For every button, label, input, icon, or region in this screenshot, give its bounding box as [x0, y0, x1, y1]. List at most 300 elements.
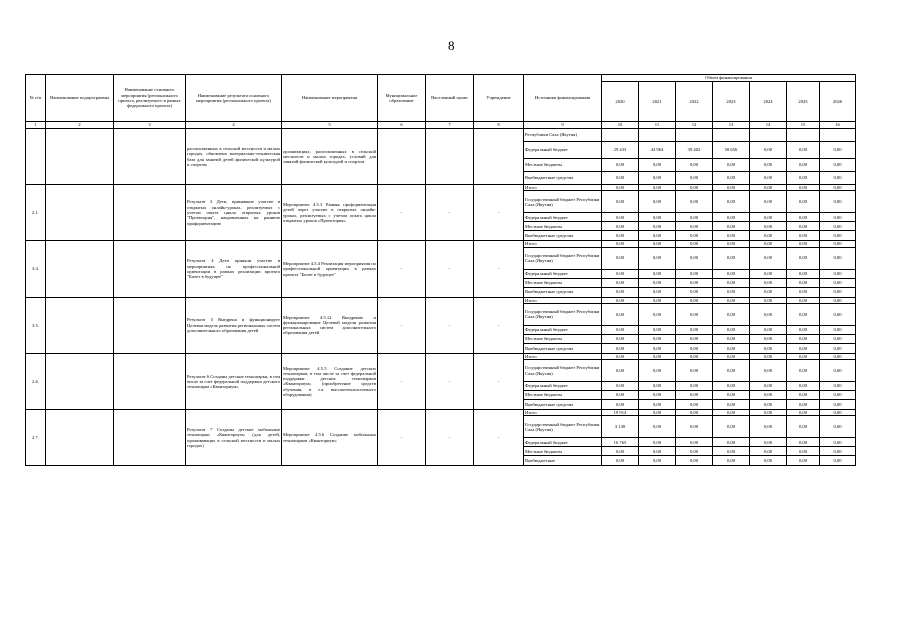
amount-cell: 0,00	[820, 391, 856, 400]
amount-cell: 0,00	[713, 297, 750, 303]
institution-cell: -	[474, 410, 524, 466]
header-year: 2023	[713, 82, 750, 122]
amount-cell: 0,00	[602, 287, 639, 297]
amount-cell: 0,00	[602, 213, 639, 222]
amount-cell: 0,00	[820, 447, 856, 456]
amount-cell: 0,00	[676, 269, 713, 278]
column-number: 12	[676, 122, 713, 129]
source-label: Федеральный бюджет	[524, 438, 602, 447]
amount-cell: 0,00	[750, 172, 787, 185]
amount-cell: 0,00	[713, 334, 750, 343]
amount-cell: 0,00	[787, 297, 820, 303]
amount-cell: 0,00	[787, 391, 820, 400]
amount-cell: 0,00	[787, 278, 820, 287]
column-number: 1	[26, 122, 46, 129]
amount-cell: 0,00	[787, 438, 820, 447]
amount-cell: 0,00	[676, 391, 713, 400]
amount-cell: 0,00	[602, 382, 639, 391]
settlement-cell: -	[426, 297, 474, 353]
event-cell	[114, 129, 186, 185]
amount-cell: 0,00	[820, 172, 856, 185]
amount-cell: 0,00	[676, 410, 713, 416]
amount-cell: 0,00	[639, 269, 676, 278]
amount-cell: 0,00	[676, 353, 713, 359]
table-row	[26, 241, 856, 247]
amount-cell: 0,00	[787, 142, 820, 159]
amount-cell: 0,00	[602, 334, 639, 343]
amount-cell: 0,00	[676, 297, 713, 303]
source-label: Федеральный бюджет	[524, 325, 602, 334]
amount-cell: 0,00	[639, 222, 676, 231]
header-year: 2021	[639, 82, 676, 122]
amount-cell: 0,00	[676, 303, 713, 325]
municipality-cell: -	[378, 410, 426, 466]
result-text: Результат 3 Дети, принявшие участие в открытых онлайн-уроках, реализуемых с учетом опыта цикла открытых уроков "Проектория", направленных на раннюю профориентацию	[186, 185, 282, 241]
amount-cell: 0,00	[676, 438, 713, 447]
table-body	[26, 75, 856, 466]
header-institution: Учреждение	[474, 75, 524, 122]
header-event: Наименование основного мероприятия (регионального проекта, реализуемого в рамках федерального проекта)	[114, 75, 186, 122]
amount-cell: 0,00	[676, 325, 713, 334]
amount-cell: 0,00	[820, 247, 856, 269]
amount-cell: 0,00	[713, 241, 750, 247]
event-cell	[114, 410, 186, 466]
amount-cell: 0,00	[820, 297, 856, 303]
amount-cell: 0,00	[820, 278, 856, 287]
amount-cell: 0,00	[750, 334, 787, 343]
amount-cell: 0,00	[787, 416, 820, 438]
amount-cell: 39 402	[676, 142, 713, 159]
amount-cell: 0,00	[713, 391, 750, 400]
amount-cell: 0,00	[713, 191, 750, 213]
header-activity: Наименование мероприятия	[282, 75, 378, 122]
amount-cell: 0,00	[639, 391, 676, 400]
column-number: 7	[426, 122, 474, 129]
amount-cell: 0,00	[787, 400, 820, 410]
amount-cell: 0,00	[602, 360, 639, 382]
municipality-cell: -	[378, 241, 426, 297]
source-label: Государственный бюджет Республики Саха (Якутия)	[524, 303, 602, 325]
amount-cell: 0,00	[602, 185, 639, 191]
amount-cell: 0,00	[639, 213, 676, 222]
amount-cell	[602, 129, 639, 142]
amount-cell: 0,00	[676, 334, 713, 343]
column-number: 5	[282, 122, 378, 129]
result-text: Результат 6 Созданы детские технопарки, в том числе за счет федеральной поддержки детского технопарка «Кванториум»	[186, 353, 282, 409]
amount-cell: 0,00	[676, 213, 713, 222]
header-result: Наименование результата основного мероприятия (регионального проекта)	[186, 75, 282, 122]
amount-cell: 0,00	[602, 343, 639, 353]
source-label: Федеральный бюджет	[524, 269, 602, 278]
amount-cell: 0,00	[750, 287, 787, 297]
activity-text: Мероприятие 4.5.12 Внедрение и функционирование Целевой модели развития региональных систем дополнительного образования детей	[282, 297, 378, 353]
amount-cell: 0,00	[787, 447, 820, 456]
amount-cell: 0,00	[639, 410, 676, 416]
institution-cell: -	[474, 297, 524, 353]
amount-cell: 0,00	[820, 410, 856, 416]
settlement-cell: -	[426, 185, 474, 241]
activity-text: Мероприятие 4.5.6 Создание мобильных технопарков «Кванториум»	[282, 410, 378, 466]
amount-cell: 0,00	[787, 334, 820, 343]
amount-cell	[713, 129, 750, 142]
settlement-cell: -	[426, 353, 474, 409]
amount-cell: 0,00	[820, 142, 856, 159]
amount-cell: 0,00	[750, 278, 787, 287]
amount-cell: 0,00	[787, 247, 820, 269]
source-label: Внебюджетные средства	[524, 231, 602, 241]
institution-cell: -	[474, 353, 524, 409]
amount-cell: 0,00	[639, 360, 676, 382]
amount-cell: 0,00	[713, 447, 750, 456]
amount-cell: 0,00	[676, 343, 713, 353]
amount-cell: 0,00	[750, 325, 787, 334]
amount-cell: 0,00	[639, 185, 676, 191]
amount-cell: 0,00	[676, 185, 713, 191]
amount-cell: 0,00	[787, 159, 820, 172]
amount-cell: 0,00	[713, 303, 750, 325]
amount-cell: 0,00	[676, 447, 713, 456]
header-num: № п/п	[26, 75, 46, 122]
amount-cell: 0,00	[787, 303, 820, 325]
result-text: расположенных в сельской местности и малых городах, обновлена материально-техническая база для занятий детей физической культурой и спортом	[186, 129, 282, 185]
amount-cell: 0,00	[639, 159, 676, 172]
amount-cell: 0,00	[820, 400, 856, 410]
subprogram-cell	[46, 241, 114, 297]
amount-cell: 0,00	[750, 191, 787, 213]
source-label: Итого	[524, 410, 602, 416]
settlement-cell	[426, 129, 474, 185]
amount-cell: 0,00	[820, 241, 856, 247]
amount-cell: 0,00	[676, 416, 713, 438]
source-label: Внебюджетные средства	[524, 172, 602, 185]
amount-cell: 0,00	[750, 185, 787, 191]
amount-cell: 44 964	[639, 142, 676, 159]
amount-cell: 0,00	[676, 247, 713, 269]
column-number: 3	[114, 122, 186, 129]
activity-text: организациях, расположенных в сельской местности и малых городах, условий для занятий физической культурой и спортом	[282, 129, 378, 185]
amount-cell: 58 656	[713, 142, 750, 159]
result-text: Результат 7 Созданы детские мобильные технопарки «Кванториум» (для детей, проживающих в сельской местности и малых городах)	[186, 410, 282, 466]
amount-cell: 0,00	[750, 241, 787, 247]
amount-cell: 0,00	[820, 325, 856, 334]
amount-cell: 0,00	[787, 191, 820, 213]
amount-cell: 0,00	[787, 343, 820, 353]
amount-cell: 0,00	[639, 456, 676, 466]
amount-cell: 0,00	[602, 391, 639, 400]
header-municipality: Муниципальное образование	[378, 75, 426, 122]
amount-cell: 0,00	[713, 159, 750, 172]
source-label: Внебюджетные	[524, 456, 602, 466]
row-number: 3.5.	[26, 297, 46, 353]
amount-cell: 0,00	[787, 213, 820, 222]
amount-cell: 0,00	[787, 353, 820, 359]
event-cell	[114, 241, 186, 297]
amount-cell: 0,00	[602, 222, 639, 231]
amount-cell: 0,00	[602, 241, 639, 247]
amount-cell: 0,00	[820, 185, 856, 191]
amount-cell: 0,00	[676, 400, 713, 410]
amount-cell: 0,00	[676, 172, 713, 185]
amount-cell: 0,00	[639, 343, 676, 353]
amount-cell: 0,00	[713, 360, 750, 382]
amount-cell: 0,00	[787, 172, 820, 185]
amount-cell: 0,00	[639, 278, 676, 287]
header-year: 2025	[787, 82, 820, 122]
amount-cell: 0,00	[713, 382, 750, 391]
amount-cell: 0,00	[602, 159, 639, 172]
source-label: Внебюджетные средства	[524, 400, 602, 410]
amount-cell: 0,00	[602, 191, 639, 213]
amount-cell: 0,00	[639, 303, 676, 325]
source-label: Республики Саха (Якутия)	[524, 129, 602, 142]
table-row	[26, 297, 856, 303]
amount-cell: 0,00	[750, 247, 787, 269]
source-label: Итого	[524, 297, 602, 303]
table-row	[26, 185, 856, 191]
amount-cell: 0,00	[676, 241, 713, 247]
amount-cell: 0,00	[602, 278, 639, 287]
amount-cell: 0,00	[787, 325, 820, 334]
amount-cell: 0,00	[820, 353, 856, 359]
amount-cell: 0,00	[750, 297, 787, 303]
source-label: Местные бюджеты	[524, 278, 602, 287]
amount-cell: 0,00	[639, 447, 676, 456]
amount-cell: 0,00	[639, 241, 676, 247]
amount-cell: 0,00	[639, 287, 676, 297]
amount-cell: 0,00	[676, 360, 713, 382]
amount-cell: 3 149	[602, 416, 639, 438]
amount-cell: 0,00	[787, 410, 820, 416]
amount-cell: 0,00	[713, 172, 750, 185]
amount-cell: 0,00	[820, 231, 856, 241]
subprogram-cell	[46, 297, 114, 353]
amount-cell: 0,00	[787, 269, 820, 278]
amount-cell: 0,00	[820, 382, 856, 391]
amount-cell: 0,00	[787, 360, 820, 382]
amount-cell: 0,00	[750, 456, 787, 466]
event-cell	[114, 297, 186, 353]
amount-cell: 0,00	[820, 456, 856, 466]
amount-cell	[820, 129, 856, 142]
header-year: 2026	[820, 82, 856, 122]
amount-cell: 0,00	[713, 222, 750, 231]
amount-cell: 0,00	[713, 247, 750, 269]
source-label: Федеральный бюджет	[524, 382, 602, 391]
amount-cell: 0,00	[713, 353, 750, 359]
amount-cell: 0,00	[713, 456, 750, 466]
amount-cell: 0,00	[820, 159, 856, 172]
source-label: Федеральный бюджет	[524, 142, 602, 159]
header-settlement: Населенный пункт	[426, 75, 474, 122]
amount-cell: 0,00	[750, 231, 787, 241]
event-cell	[114, 353, 186, 409]
amount-cell: 0,00	[713, 416, 750, 438]
municipality-cell: -	[378, 297, 426, 353]
amount-cell: 0,00	[713, 185, 750, 191]
column-number: 9	[524, 122, 602, 129]
amount-cell	[639, 129, 676, 142]
amount-cell: 0,00	[750, 360, 787, 382]
amount-cell: 0,00	[713, 410, 750, 416]
column-number: 16	[820, 122, 856, 129]
institution-cell: -	[474, 241, 524, 297]
institution-cell	[474, 129, 524, 185]
settlement-cell: -	[426, 241, 474, 297]
header-sources: Источники финансирования	[524, 75, 602, 122]
result-text: Результат 4 Дети приняли участие в мероприятиях по профессиональной ориентации в рамках реализации проекта "Билет в будущее"	[186, 241, 282, 297]
amount-cell: 0,00	[713, 343, 750, 353]
source-label: Внебюджетные средства	[524, 287, 602, 297]
table-row	[26, 129, 856, 142]
amount-cell: 0,00	[750, 382, 787, 391]
row-number: 2.1.	[26, 185, 46, 241]
amount-cell: 0,00	[820, 360, 856, 382]
amount-cell: 0,00	[602, 297, 639, 303]
amount-cell: 0,00	[639, 353, 676, 359]
amount-cell: 0,00	[602, 447, 639, 456]
amount-cell: 0,00	[820, 287, 856, 297]
row-number: 2.6.	[26, 353, 46, 409]
amount-cell: 0,00	[639, 297, 676, 303]
amount-cell: 0,00	[820, 303, 856, 325]
column-number: 10	[602, 122, 639, 129]
amount-cell: 0,00	[639, 438, 676, 447]
amount-cell: 0,00	[750, 303, 787, 325]
municipality-cell: -	[378, 185, 426, 241]
header-subprogram: Наименование подпрограммы	[46, 75, 114, 122]
amount-cell: 0,00	[639, 247, 676, 269]
amount-cell: 0,00	[676, 159, 713, 172]
amount-cell: 0,00	[639, 400, 676, 410]
amount-cell: 0,00	[676, 231, 713, 241]
amount-cell: 0,00	[676, 456, 713, 466]
amount-cell: 0,00	[602, 400, 639, 410]
amount-cell: 0,00	[713, 287, 750, 297]
amount-cell: 0,00	[787, 222, 820, 231]
header-year: 2022	[676, 82, 713, 122]
amount-cell: 0,00	[750, 410, 787, 416]
amount-cell: 0,00	[713, 231, 750, 241]
page-number: 8	[448, 38, 455, 53]
source-label: Федеральный бюджет	[524, 213, 602, 222]
amount-cell: 0,00	[787, 241, 820, 247]
row-number	[26, 129, 46, 185]
result-text: Результат 5 Внедрена и функционирует Целевая модель развития региональных систем дополнительного образования детей	[186, 297, 282, 353]
amount-cell: 0,00	[750, 438, 787, 447]
municipality-cell	[378, 129, 426, 185]
amount-cell: 16 765	[602, 438, 639, 447]
amount-cell: 0,00	[750, 269, 787, 278]
amount-cell: 0,00	[787, 287, 820, 297]
column-number: 2	[46, 122, 114, 129]
amount-cell: 0,00	[820, 438, 856, 447]
amount-cell: 0,00	[750, 142, 787, 159]
header-year: 2020	[602, 82, 639, 122]
amount-cell: 0,00	[639, 172, 676, 185]
source-label: Государственный бюджет Республики Саха (Якутия)	[524, 360, 602, 382]
column-number-row	[26, 122, 856, 129]
amount-cell: 29 433	[602, 142, 639, 159]
header-year: 2024	[750, 82, 787, 122]
subprogram-cell	[46, 129, 114, 185]
source-label: Местные бюджеты	[524, 334, 602, 343]
activity-text: Мероприятие 4.5.3 Ранняя профориентация детей через участие в открытых онлайн-уроках, реализуемых с учетом опыта цикла открытых уроков «Проектория»	[282, 185, 378, 241]
amount-cell: 0,00	[750, 400, 787, 410]
amount-cell: 0,00	[750, 416, 787, 438]
amount-cell: 0,00	[750, 159, 787, 172]
amount-cell: 0,00	[820, 213, 856, 222]
amount-cell: 0,00	[602, 456, 639, 466]
amount-cell: 0,00	[713, 278, 750, 287]
amount-cell: 0,00	[602, 247, 639, 269]
activity-text: Мероприятие 4.5.4 Реализация мероприятия по профессиональной ориентации в рамках проекта "Билет в будущее"	[282, 241, 378, 297]
amount-cell: 0,00	[820, 416, 856, 438]
source-label: Местные бюджеты	[524, 391, 602, 400]
source-label: Итого	[524, 185, 602, 191]
table-row	[26, 353, 856, 359]
amount-cell: 0,00	[750, 391, 787, 400]
amount-cell: 0,00	[787, 456, 820, 466]
amount-cell: 0,00	[787, 231, 820, 241]
source-label: Государственный бюджет Республики Саха (Якутия)	[524, 416, 602, 438]
row-number: 3.4.	[26, 241, 46, 297]
amount-cell: 0,00	[676, 278, 713, 287]
amount-cell: 0,00	[787, 382, 820, 391]
subprogram-cell	[46, 353, 114, 409]
column-number: 8	[474, 122, 524, 129]
municipality-cell: -	[378, 353, 426, 409]
amount-cell: 0,00	[750, 213, 787, 222]
event-cell	[114, 185, 186, 241]
table-row	[26, 410, 856, 416]
source-label: Государственный бюджет Республики Саха (Якутия)	[524, 247, 602, 269]
amount-cell: 0,00	[713, 400, 750, 410]
amount-cell: 0,00	[639, 416, 676, 438]
subprogram-cell	[46, 410, 114, 466]
activity-text: Мероприятие 4.5.5 Создание детских технопарков, в том числе за счет федеральной поддержки детских технопарков «Кванториум» (приобретение средств обучения, в т.ч. высокотехнологичного оборудования)	[282, 353, 378, 409]
amount-cell: 0,00	[713, 325, 750, 334]
column-number: 13	[713, 122, 750, 129]
amount-cell: 0,00	[787, 185, 820, 191]
amount-cell: 0,00	[602, 269, 639, 278]
amount-cell: 0,00	[713, 269, 750, 278]
amount-cell: 0,00	[750, 222, 787, 231]
amount-cell: 19 914	[602, 410, 639, 416]
source-label: Местные бюджеты	[524, 159, 602, 172]
financing-table	[25, 74, 856, 466]
column-number: 6	[378, 122, 426, 129]
amount-cell: 0,00	[820, 222, 856, 231]
amount-cell	[750, 129, 787, 142]
amount-cell: 0,00	[750, 343, 787, 353]
amount-cell: 0,00	[750, 353, 787, 359]
amount-cell: 0,00	[676, 222, 713, 231]
row-number: 2.7.	[26, 410, 46, 466]
amount-cell	[787, 129, 820, 142]
column-number: 11	[639, 122, 676, 129]
amount-cell	[676, 129, 713, 142]
amount-cell: 0,00	[713, 213, 750, 222]
amount-cell: 0,00	[676, 191, 713, 213]
amount-cell: 0,00	[713, 438, 750, 447]
amount-cell: 0,00	[639, 325, 676, 334]
header-volume: Объем финансирования	[602, 75, 856, 82]
amount-cell: 0,00	[676, 287, 713, 297]
column-number: 4	[186, 122, 282, 129]
amount-cell: 0,00	[639, 334, 676, 343]
amount-cell: 0,00	[639, 382, 676, 391]
amount-cell: 0,00	[602, 303, 639, 325]
